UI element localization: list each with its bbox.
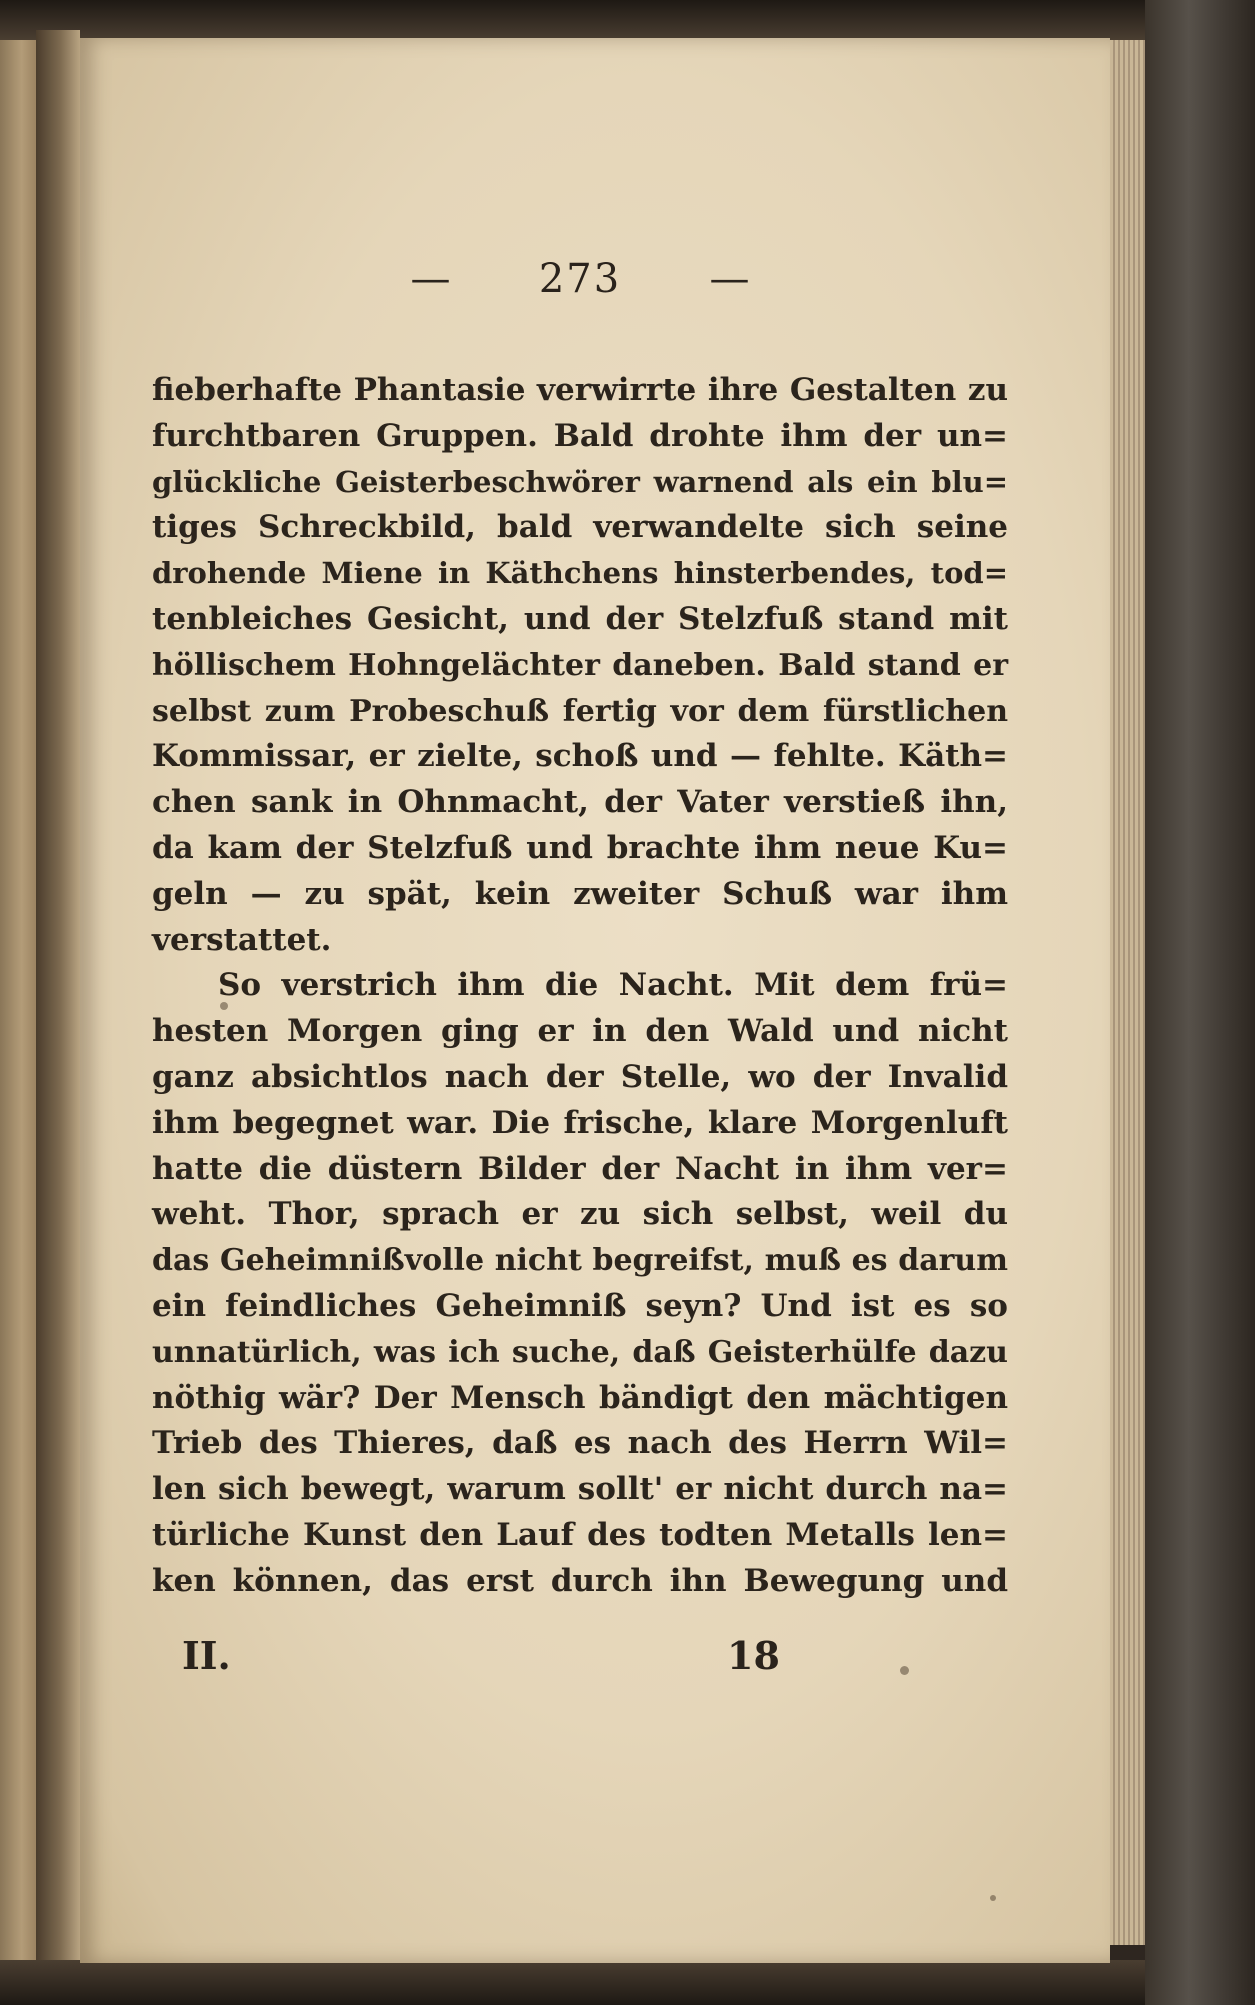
text-line: ihm begegnet war. Die frische, klare Morgenluft bbox=[152, 1104, 1008, 1141]
text-line: nöthig wär? Der Mensch bändigt den mächtigen bbox=[152, 1379, 1008, 1416]
text-line: fieberhafte Phantasie verwirrte ihre Gestalten zu bbox=[152, 372, 1008, 408]
text-line: ein feindliches Geheimniß seyn? Und ist es so bbox=[152, 1287, 1008, 1324]
page-edges bbox=[1105, 40, 1145, 1945]
text-line: ganz absichtlos nach der Stelle, wo der Invalid bbox=[152, 1058, 1008, 1095]
binding-gutter bbox=[36, 30, 80, 1970]
text-line: furchtbaren Gruppen. Bald drohte ihm der un= bbox=[152, 417, 1008, 454]
text-line: hatte die düstern Bilder der Nacht in ihm ver= bbox=[152, 1150, 1008, 1187]
scan-bottom-edge bbox=[0, 1960, 1145, 2005]
header-dash-right: — bbox=[709, 256, 750, 302]
book-cover-edge bbox=[1145, 0, 1255, 2005]
text-line: unnatürlich, was ich suche, daß Geisterhülfe dazu bbox=[152, 1334, 1008, 1370]
text-line: len sich bewegt, warum sollt' er nicht durch na= bbox=[152, 1471, 1008, 1508]
text-line: das Geheimnißvolle nicht begreifst, muß es darum bbox=[152, 1243, 1008, 1279]
text-line: Kommissar, er zielte, schoß und — fehlte. Käth= bbox=[152, 738, 1008, 775]
body-text bbox=[152, 368, 1008, 1605]
scan-top-edge bbox=[0, 0, 1145, 40]
text-line: Trieb des Thieres, daß es nach des Herrn Wil= bbox=[152, 1425, 1008, 1462]
text-line: da kam der Stelzfuß und brachte ihm neue Ku= bbox=[152, 829, 1008, 866]
signature-mark: 18 bbox=[727, 1633, 780, 1678]
text-line: hesten Morgen ging er in den Wald und nicht bbox=[152, 1013, 1008, 1050]
volume-mark: II. bbox=[182, 1633, 231, 1678]
header-dash-left: — bbox=[410, 256, 451, 302]
text-line: türliche Kunst den Lauf des todten Metalls len= bbox=[152, 1516, 1008, 1553]
page-footer bbox=[152, 1633, 1008, 1683]
page-number: 273 bbox=[538, 256, 622, 302]
text-line: drohende Miene in Käthchens hinsterbendes, tod= bbox=[152, 556, 1008, 591]
text-line: tenbleiches Gesicht, und der Stelzfuß stand mit bbox=[152, 600, 1008, 637]
text-line: höllischem Hohngelächter daneben. Bald stand er bbox=[152, 647, 1008, 683]
previous-page-edge bbox=[0, 40, 36, 1960]
page-header bbox=[152, 256, 1008, 302]
text-line: selbst zum Probeschuß fertig vor dem fürstlichen bbox=[152, 693, 1008, 729]
paragraph-end-line: verstattet. bbox=[152, 921, 332, 958]
text-line: geln — zu spät, kein zweiter Schuß war ihm bbox=[152, 875, 1008, 912]
paper-speck bbox=[990, 1895, 996, 1901]
text-line: weht. Thor, sprach er zu sich selbst, weil du bbox=[152, 1196, 1008, 1233]
paragraph-start-line: So verstrich ihm die Nacht. Mit dem frü= bbox=[218, 967, 1008, 1004]
text-line: ken können, das erst durch ihn Bewegung und bbox=[152, 1562, 1008, 1599]
text-line: tiges Schreckbild, bald verwandelte sich seine bbox=[152, 509, 1008, 546]
book-page bbox=[80, 38, 1110, 1963]
text-line: glückliche Geisterbeschwörer warnend als ein blu= bbox=[152, 464, 1008, 499]
text-line: chen sank in Ohnmacht, der Vater verstieß ihn, bbox=[152, 784, 1008, 821]
